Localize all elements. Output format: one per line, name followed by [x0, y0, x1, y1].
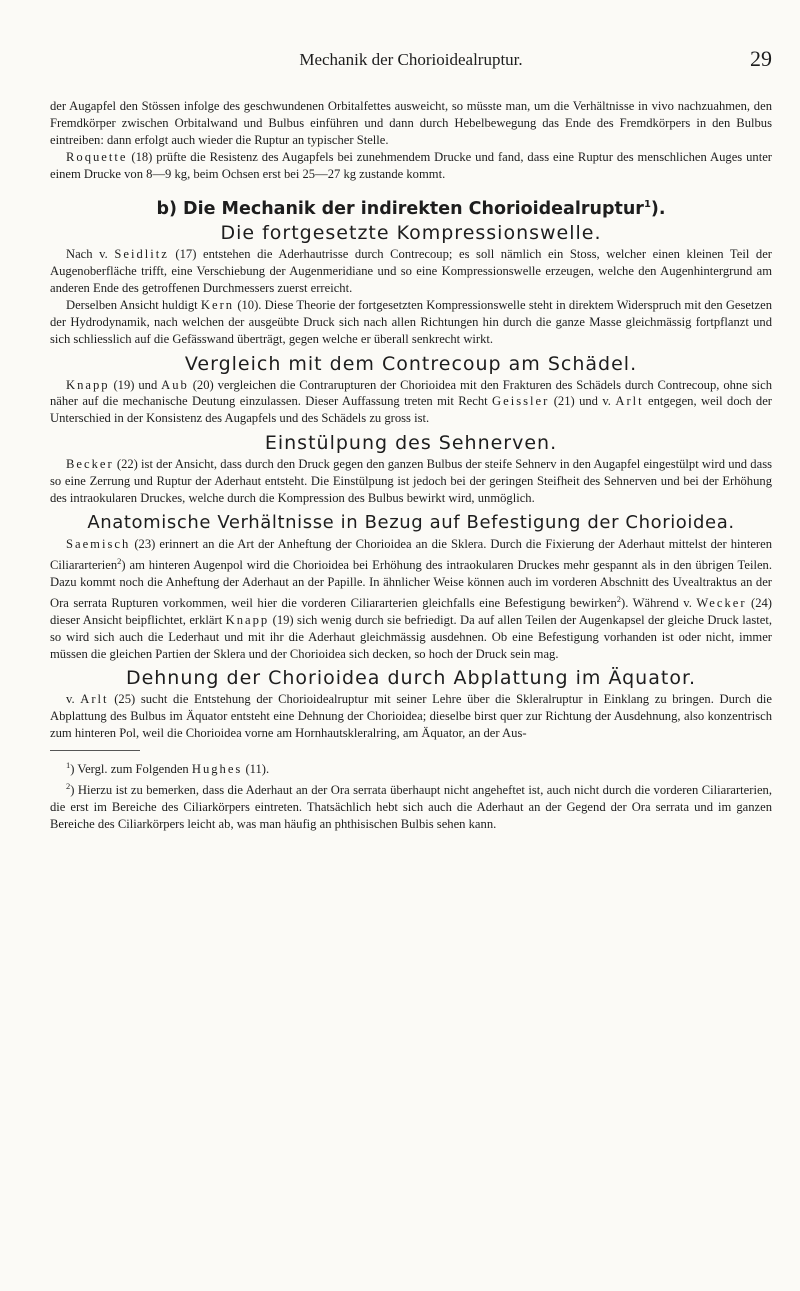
author-name: Saemisch: [66, 536, 131, 551]
kern-paragraph: Derselben Ansicht huldigt Kern (10). Diese Theorie der fortgesetzten Kompressionswelle steht in direktem Widerspruch mit den Gesetzen der Hydrodynamik, nach welchen der ausgeübte Druck sich nach allen Richtungen hin durch die ganze Masse gleichmässig fortpflanzt und sich schliesslich auf die Gefässwand überträgt, gegen welche er überall senkrecht wirkt.: [50, 297, 772, 346]
section-heading: b) Die Mechanik der indirekten Chorioidealruptur$^1$).: [156, 198, 666, 219]
footnote-divider: [50, 750, 140, 751]
author-name: Arlt: [80, 692, 109, 707]
footnote-1: $^1$) Vergl. zum Folgenden Hughes (11).: [66, 760, 270, 777]
author-name: Knapp: [225, 612, 270, 627]
author-name: Geissler: [492, 394, 550, 409]
saemisch-paragraph: Saemisch (23) erinnert an die Art der Anheftung der Chorioidea an die Sklera. Durch die Fixierung der Aderhaut mittelst der hinteren Ciliararterien$^2$) am hinteren Augenpol wird die Chorioidea bei Erhöhung des intraokularen Druckes mehr gespannt als in den übrigen Teilen. Dazu kommt noch die Anheftung der Aderhaut an der Papille. In ähnlicher Weise können auch im vorderen Abschnitt des Uvealtraktus an der Ora serrata Rupturen vorkommen, weil hier die vorderen Ciliararterien gleichfalls eine Befestigung bewirken$^2$). Während v. Wecker (24) dieser Ansicht beipflichtet, erklärt Knapp (19) sich wenig durch sie befriedigt. Da auf allen Teilen der Augenkapsel der gleiche Druck lastet, so wird sich auch die Lederhaut und mit ihr die Aderhaut gleichmässig ausdehnen. Ob eine Befestigung vorhanden ist oder nicht, immer müssen die gleichen Partien der Sklera und der Chorioidea sich decken, so hoch der Druck sein mag.: [50, 536, 772, 661]
footnote-ref: 1: [643, 198, 651, 210]
running-head: Mechanik der Chorioidealruptur.: [299, 50, 523, 69]
page-body: [50, 98, 772, 833]
intro-paragraph: der Augapfel den Stössen infolge des geschwundenen Orbitalfettes ausweicht, so müsste man, um die Verhältnisse in vivo nachzuahmen, den Fremdkörper zwischen Orbitalwand und Bulbus einführen und dann durch Hebelbewegung das Ende des Fremdkörpers in den Bulbus eintreiben: dann erfolgt auch wieder die Ruptur an typischer Stelle.: [50, 99, 772, 147]
author-name: Knapp: [66, 377, 110, 392]
author-name: Arlt: [615, 394, 644, 409]
author-name: Hughes: [191, 762, 243, 777]
subsection-heading: Die fortgesetzte Kompressionswelle.: [220, 222, 602, 245]
footnotes: [50, 757, 772, 833]
author-name: Roquette: [66, 149, 128, 164]
author-name: Aub: [161, 377, 189, 392]
footnote-ref: 2: [616, 593, 622, 604]
contrecoup-paragraph: Knapp (19) und Aub (20) vergleichen die Contrarupturen der Chorioidea mit den Frakturen des Schädels durch Contrecoup, ohne sich näher auf die mechanische Deutung einzulassen. Dieser Auffassung treten mit Recht Geissler (21) und v. Arlt entgegen, weil doch der Unterschied in der Konsistenz des Augapfels und des Schädels zu gross ist.: [50, 377, 772, 426]
subsection-heading: Vergleich mit dem Contrecoup am Schädel.: [184, 352, 638, 375]
page-header: [50, 46, 772, 76]
author-name: Becker: [66, 457, 114, 472]
author-name: Wecker: [696, 595, 747, 610]
footnote-ref: 2: [117, 555, 122, 566]
footnote-2: $^2$) Hierzu ist zu bemerken, dass die Aderhaut an der Ora serrata überhaupt nicht angeheftet ist, auch nicht durch die vorderen Ciliararterien, die erst im Bereiche des Ciliarkörpers eintreten. Thatsächlich hebt sich auch die Aderhaut an der Gegend der Ora serrata und im ganzen Bereiche des Ciliarkörpers leicht ab, was man häufig an phthisischen Bulbis sehen kann.: [50, 781, 772, 832]
roquette-paragraph: Roquette (18) prüfte die Resistenz des Augapfels bei zunehmendem Drucke und fand, dass eine Ruptur des menschlichen Auges unter einem Drucke von 8—9 kg, beim Ochsen erst bei 25—27 kg zustande kommt.: [50, 149, 772, 181]
becker-paragraph: Becker (22) ist der Ansicht, dass durch den Druck gegen den ganzen Bulbus der steife Sehnerv in den Augapfel eingestülpt wird und dass so eine Zerrung und Ruptur der Aderhaut entsteht. Die Einstülpung ist jedoch bei der geringen Steifheit des Sehnerven und bei der Erhöhung des intraokularen Druckes, welche durch die Kompression des Bulbus bewirkt wird, unmöglich.: [50, 457, 772, 505]
subsection-heading: Einstülpung des Sehnerven.: [264, 432, 558, 455]
arlt-paragraph: v. Arlt (25) sucht die Entstehung der Chorioidealruptur mit seiner Lehre über die Skleralruptur in Einklang zu bringen. Durch die Abplattung des Bulbus im Äquator entsteht eine Dehnung der Chorioidea; dieselbe birst quer zur Richtung der Ausdehnung, also konzentrisch zum hinteren Pol, weil die Chorioidea vorne am Hornhautskleralring, am Äquator, an der Aus-: [50, 692, 772, 741]
page-number: 29: [750, 46, 772, 71]
seidlitz-paragraph: Nach v. Seidlitz (17) entstehen die Aderhautrisse durch Contrecoup; es soll nämlich ein Stoss, welcher einen kleinen Teil der Augenoberfläche trifft, eine Verschiebung der Augenmeridiane und so eine Kompressionswelle erzeugen, welche den Augenhintergrund am anderen Ende des getroffenen Durchmessers zuerst erreicht.: [50, 247, 772, 295]
subsection-heading: Dehnung der Chorioidea durch Abplattung im Äquator.: [125, 667, 697, 690]
author-name: Seidlitz: [114, 247, 169, 262]
author-name: Kern: [200, 297, 235, 312]
subsection-heading: Anatomische Verhältnisse in Bezug auf Befestigung der Chorioidea.: [87, 511, 735, 533]
